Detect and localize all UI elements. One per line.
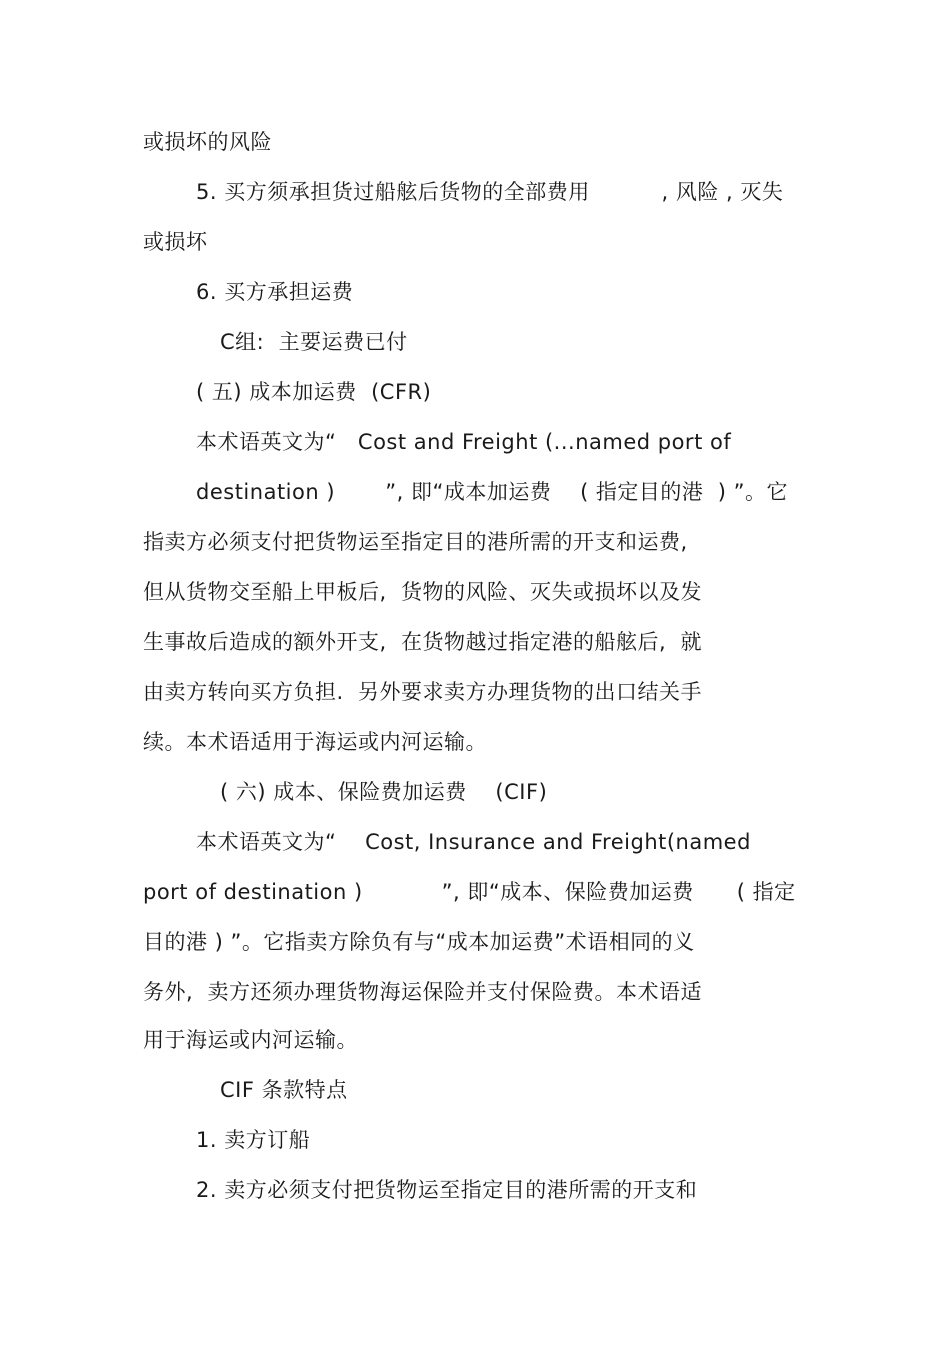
text-line: 生事故后造成的额外开支, 在货物越过指定港的船舷后, 就 (143, 630, 703, 654)
text-line: 本术语英文为“ Cost, Insurance and Freight(named (196, 830, 751, 854)
text-line: port of destination ) ”, 即“成本、保险费加运费 ( 指定 (143, 880, 796, 904)
text-line: 本术语英文为“ Cost and Freight (...named port of (196, 430, 732, 454)
text-line: C组: 主要运费已付 (220, 330, 408, 354)
text-line: CIF 条款特点 (220, 1078, 348, 1102)
text-line: 5. 买方须承担货过船舷后货物的全部费用 , 风险 , 灭失 (196, 180, 784, 204)
text-line: 指卖方必须支付把货物运至指定目的港所需的开支和运费, (143, 530, 688, 554)
text-line: 由卖方转向买方负担. 另外要求卖方办理货物的出口结关手 (143, 680, 703, 704)
text-line: 或损坏的风险 (143, 130, 272, 154)
text-line: destination ) ”, 即“成本加运费 ( 指定目的港 ) ”。它 (196, 480, 789, 504)
text-line: 续。本术语适用于海运或内河运输。 (143, 730, 487, 754)
text-line: 但从货物交至船上甲板后, 货物的风险、灭失或损坏以及发 (143, 580, 703, 604)
text-line: ( 六) 成本、保险费加运费 (CIF) (220, 780, 548, 804)
text-line: 目的港 ) ”。它指卖方除负有与“成本加运费”术语相同的义 (143, 930, 695, 954)
text-line: 务外, 卖方还须办理货物海运保险并支付保险费。本术语适 (143, 980, 703, 1004)
text-line: 用于海运或内河运输。 (143, 1028, 358, 1052)
text-line: 2. 卖方必须支付把货物运至指定目的港所需的开支和 (196, 1178, 698, 1202)
text-line: 1. 卖方订船 (196, 1128, 311, 1152)
text-line: 或损坏 (143, 230, 208, 254)
text-line: 6. 买方承担运费 (196, 280, 354, 304)
text-line: ( 五) 成本加运费 (CFR) (196, 380, 432, 404)
